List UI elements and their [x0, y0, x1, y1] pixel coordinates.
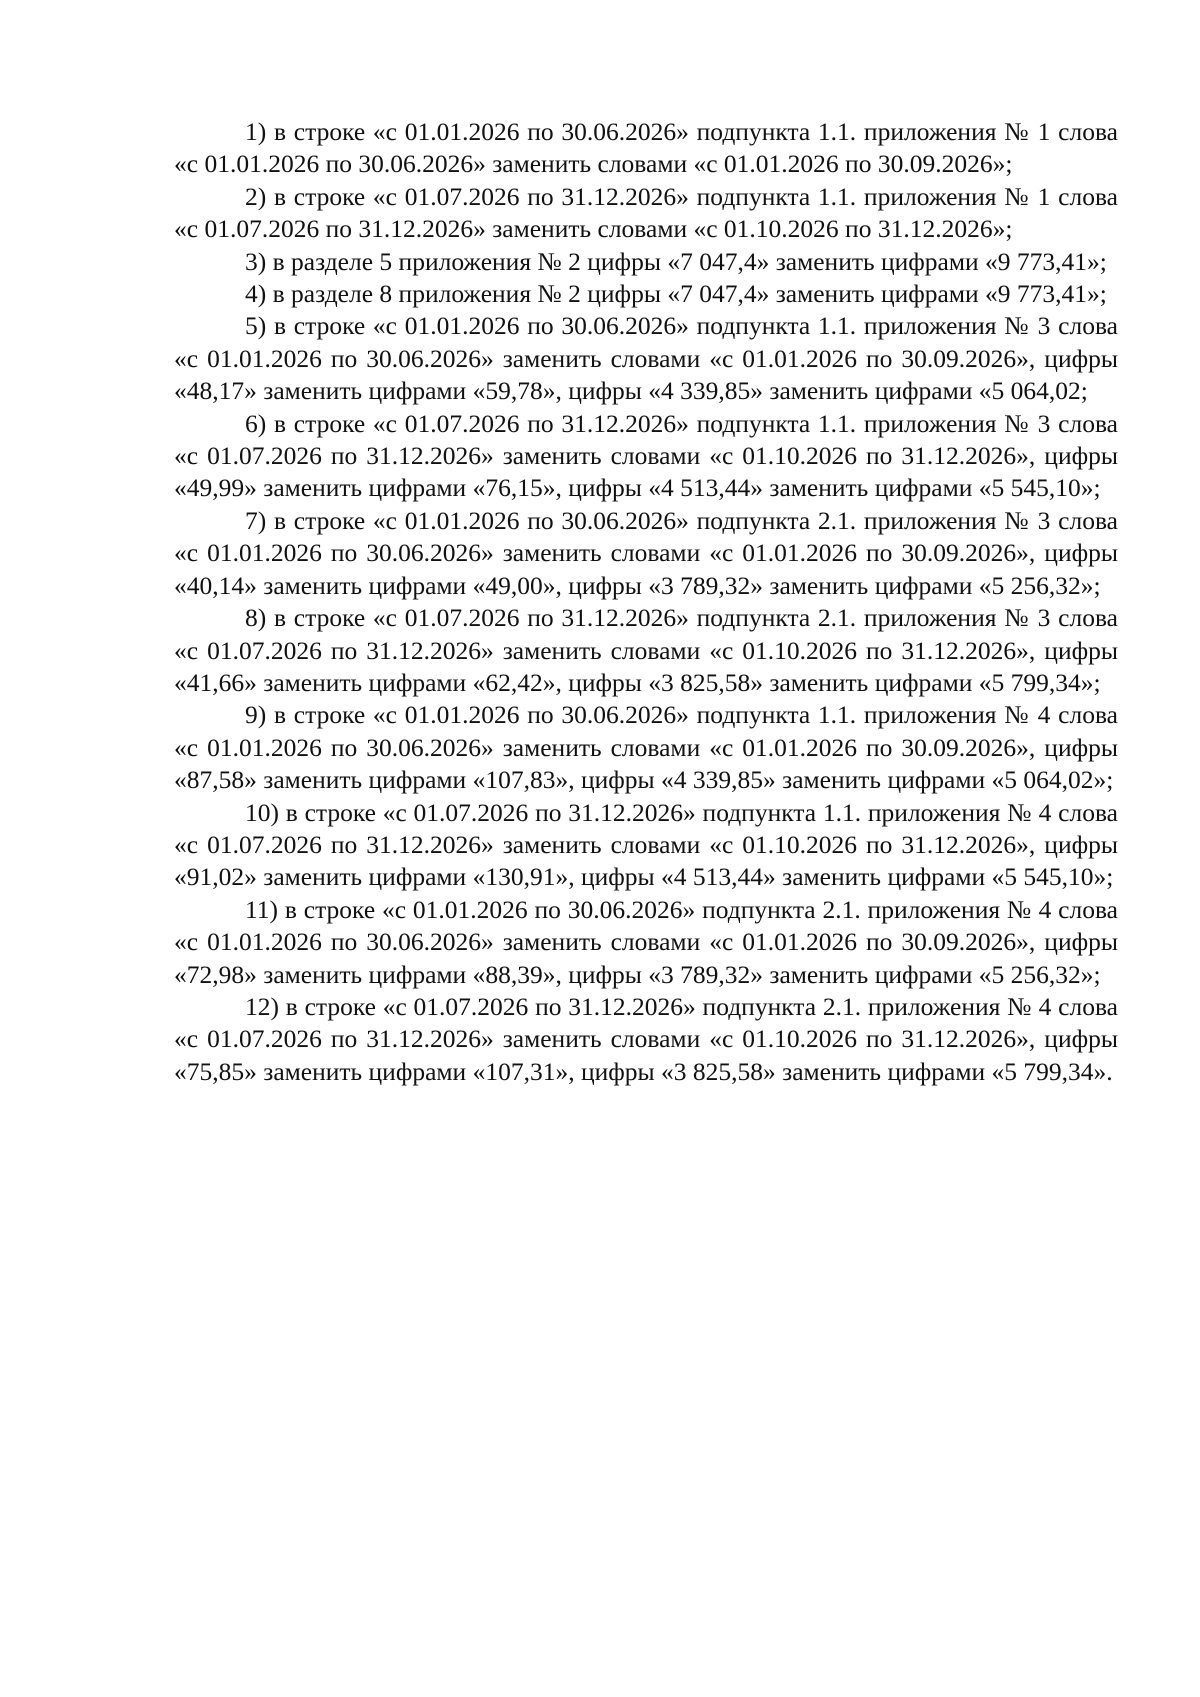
document-body [174, 116, 1118, 1088]
amendment-item-11: 11) в строке «с 01.01.2026 по 30.06.2026» подпункта 2.1. приложения № 4 слова «с 01.01.2026 по 30.06.2026» заменить словами «с 01.01.2026 по 30.09.2026», цифры «72,98» заменить цифрами «88,39», цифры «3 789,32» заменить цифрами «5 256,32»; [174, 894, 1118, 989]
amendment-item-7: 7) в строке «с 01.01.2026 по 30.06.2026» подпункта 2.1. приложения № 3 слова «с 01.01.2026 по 30.06.2026» заменить словами «с 01.01.2026 по 30.09.2026», цифры «40,14» заменить цифрами «49,00», цифры «3 789,32» заменить цифрами «5 256,32»; [174, 505, 1118, 600]
amendment-item-2: 2) в строке «с 01.07.2026 по 31.12.2026» подпункта 1.1. приложения № 1 слова «с 01.07.2026 по 31.12.2026» заменить словами «с 01.10.2026 по 31.12.2026»; [174, 181, 1118, 244]
amendment-item-1: 1) в строке «с 01.01.2026 по 30.06.2026» подпункта 1.1. приложения № 1 слова «с 01.01.2026 по 30.06.2026» заменить словами «с 01.01.2026 по 30.09.2026»; [174, 117, 1118, 179]
amendment-item-6: 6) в строке «с 01.07.2026 по 31.12.2026» подпункта 1.1. приложения № 3 слова «с 01.07.2026 по 31.12.2026» заменить словами «с 01.10.2026 по 31.12.2026», цифры «49,99» заменить цифрами «76,15», цифры «4 513,44» заменить цифрами «5 545,10»; [174, 408, 1118, 503]
amendment-item-4: 4) в разделе 8 приложения № 2 цифры «7 047,4» заменить цифрами «9 773,41»; [245, 279, 1107, 309]
amendment-item-3: 3) в разделе 5 приложения № 2 цифры «7 047,4» заменить цифрами «9 773,41»; [245, 246, 1107, 276]
amendment-item-5: 5) в строке «с 01.01.2026 по 30.06.2026» подпункта 1.1. приложения № 3 слова «с 01.01.2026 по 30.06.2026» заменить словами «с 01.01.2026 по 30.09.2026», цифры «48,17» заменить цифрами «59,78», цифры «4 339,85» заменить цифрами «5 064,02; [174, 311, 1118, 406]
amendment-item-12: 12) в строке «с 01.07.2026 по 31.12.2026» подпункта 2.1. приложения № 4 слова «с 01.07.2026 по 31.12.2026» заменить словами «с 01.10.2026 по 31.12.2026», цифры «75,85» заменить цифрами «107,31», цифры «3 825,58» заменить цифрами «5 799,34». [174, 991, 1118, 1086]
amendment-item-8: 8) в строке «с 01.07.2026 по 31.12.2026» подпункта 2.1. приложения № 3 слова «с 01.07.2026 по 31.12.2026» заменить словами «с 01.10.2026 по 31.12.2026», цифры «41,66» заменить цифрами «62,42», цифры «3 825,58» заменить цифрами «5 799,34»; [174, 603, 1118, 697]
amendment-item-10: 10) в строке «с 01.07.2026 по 31.12.2026» подпункта 1.1. приложения № 4 слова «с 01.07.2026 по 31.12.2026» заменить словами «с 01.10.2026 по 31.12.2026», цифры «91,02» заменить цифрами «130,91», цифры «4 513,44» заменить цифрами «5 545,10»; [174, 797, 1118, 892]
amendment-item-9: 9) в строке «с 01.01.2026 по 30.06.2026» подпункта 1.1. приложения № 4 слова «с 01.01.2026 по 30.06.2026» заменить словами «с 01.01.2026 по 30.09.2026», цифры «87,58» заменить цифрами «107,83», цифры «4 339,85» заменить цифрами «5 064,02»; [174, 700, 1118, 795]
